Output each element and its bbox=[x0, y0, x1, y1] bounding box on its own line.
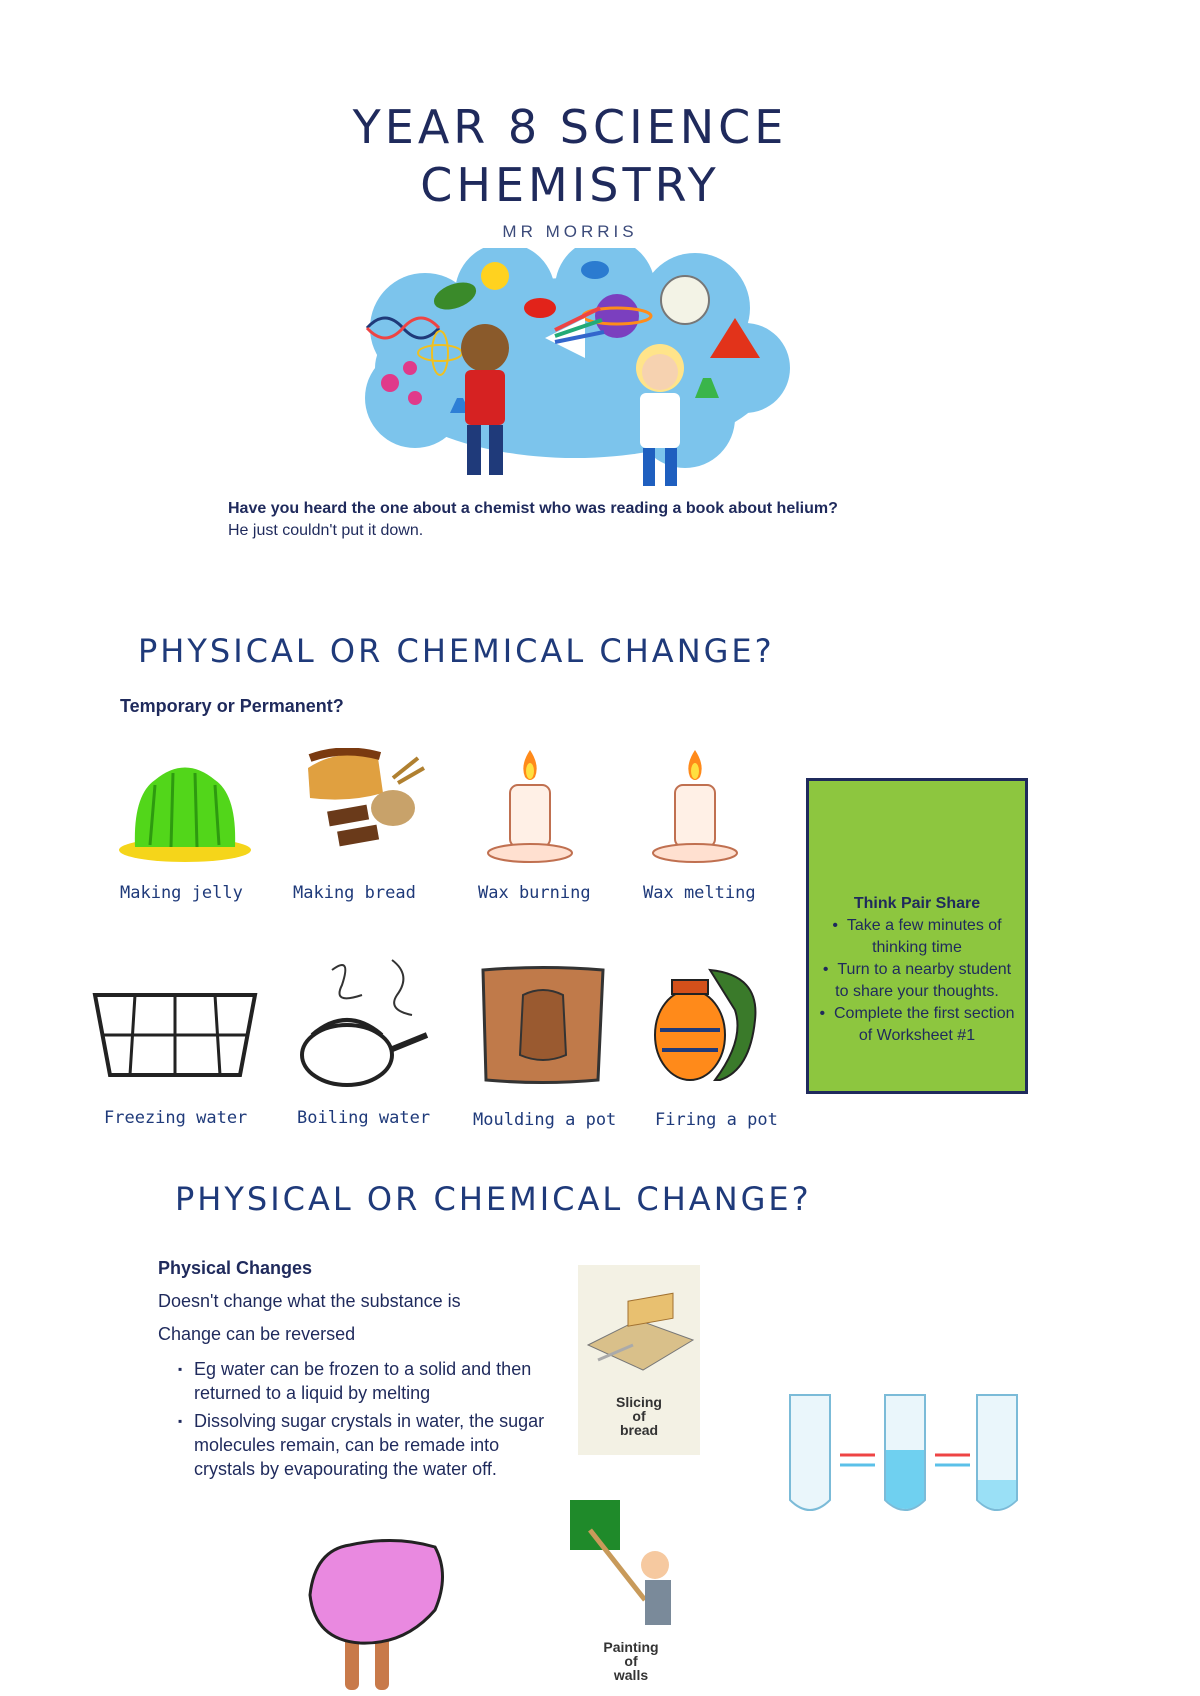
bread-slicing-icon bbox=[578, 1265, 700, 1455]
caption-moulding-a-pot: Moulding a pot bbox=[473, 1110, 617, 1130]
think-pair-share-box bbox=[806, 778, 1028, 1094]
caption-firing-a-pot: Firing a pot bbox=[655, 1110, 778, 1130]
list-item: ▪ Eg water can be frozen to a solid and then returned to a liquid by melting bbox=[194, 1357, 548, 1405]
list-item: ▪ Dissolving sugar crystals in water, the sugar molecules remain, can be remade into crystals by evapourating the water off. bbox=[194, 1409, 548, 1481]
teacher-name: MR MORRIS bbox=[502, 222, 638, 241]
ice-tray-icon bbox=[85, 985, 265, 1085]
physical-changes-line: Doesn't change what the substance is bbox=[158, 1291, 461, 1311]
painting-caption: Painting of walls bbox=[603, 1639, 659, 1683]
joke-answer: He just couldn't put it down. bbox=[228, 522, 424, 539]
kettle-icon bbox=[292, 955, 442, 1090]
think-pair-share-list bbox=[815, 915, 1019, 1047]
candle-icon bbox=[480, 745, 580, 865]
page-title-line2: CHEMISTRY bbox=[420, 158, 720, 212]
physical-changes-bullets bbox=[158, 1357, 548, 1481]
clay-pot-icon bbox=[478, 965, 608, 1085]
ice-lolly-icon bbox=[305, 1535, 450, 1695]
slicing-caption: Slicing of bread bbox=[616, 1394, 662, 1438]
caption-wax-melting: Wax melting bbox=[643, 883, 756, 903]
physical-changes-line: Change can be reversed bbox=[158, 1324, 356, 1344]
caption-wax-burning: Wax burning bbox=[478, 883, 591, 903]
physical-changes-heading: Physical Changes bbox=[158, 1258, 313, 1278]
candle-icon bbox=[645, 745, 745, 865]
painting-icon bbox=[570, 1500, 692, 1696]
section1-title: PHYSICAL OR CHEMICAL CHANGE? bbox=[138, 632, 775, 670]
caption-making-bread: Making bread bbox=[293, 883, 416, 903]
bread-icon bbox=[298, 748, 428, 863]
joke-question: Have you heard the one about a chemist who was reading a book about helium? bbox=[228, 500, 838, 517]
think-pair-share-title: Think Pair Share bbox=[853, 895, 981, 912]
jelly-icon bbox=[115, 755, 255, 865]
caption-making-jelly: Making jelly bbox=[120, 883, 243, 903]
list-item: • Take a few minutes of thinking time bbox=[815, 915, 1019, 959]
caption-freezing-water: Freezing water bbox=[104, 1108, 248, 1128]
science-cloud-illustration bbox=[355, 248, 795, 498]
test-tubes-icon bbox=[785, 1390, 1025, 1540]
physical-changes-text bbox=[158, 1258, 548, 1485]
caption-boiling-water: Boiling water bbox=[297, 1108, 431, 1128]
section2-title: PHYSICAL OR CHEMICAL CHANGE? bbox=[175, 1180, 812, 1218]
list-item: • Complete the first section of Worksheet #1 bbox=[815, 1003, 1019, 1047]
list-item: • Turn to a nearby student to share your thoughts. bbox=[815, 959, 1019, 1003]
page-title-line1: YEAR 8 SCIENCE bbox=[352, 100, 788, 154]
section1-subtitle: Temporary or Permanent? bbox=[120, 696, 344, 716]
vases-icon bbox=[650, 960, 770, 1085]
